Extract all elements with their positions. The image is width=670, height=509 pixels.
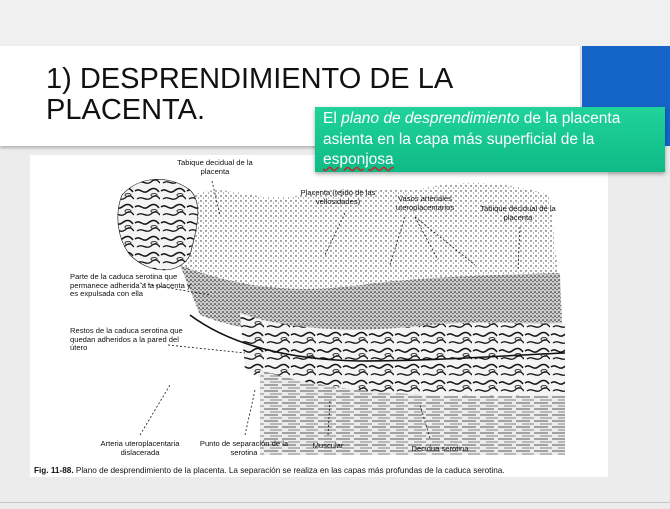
- caption-text: Plano de desprendimiento de la placenta. La separación se realiza en las capas más profundas de la caduca serotina.: [75, 466, 505, 475]
- label-tabique-right: Tabique decidual de la placenta: [480, 204, 556, 222]
- decidual-septum-left: [118, 179, 198, 270]
- label-arteria: Arteria uteroplacentaria dislacerada: [100, 439, 180, 457]
- callout-middle: de la placenta asienta en la capa más superficial de la: [323, 110, 621, 148]
- bottom-divider: [0, 502, 670, 503]
- caption-label: Fig. 11-88.: [34, 466, 74, 475]
- callout-box[interactable]: [315, 107, 665, 172]
- label-punto-separacion: Punto de separación de la serotina: [199, 439, 289, 457]
- figure-caption: [34, 466, 505, 475]
- label-muscular: Muscular: [312, 441, 344, 450]
- label-vasos: Vasos arteriales uteroplacentarios: [395, 194, 455, 212]
- label-placenta: Placenta (tejido de las vellosidades): [300, 188, 376, 206]
- slide-title: 1) DESPRENDIMIENTO DE LA PLACENTA.: [46, 63, 452, 126]
- callout-italic: plano de desprendimiento: [341, 110, 520, 127]
- callout-prefix: El: [323, 110, 342, 127]
- label-parte-caduca: Parte de la caduca serotina que permanece adherida a la placenta y es expulsada con ella: [70, 272, 191, 299]
- label-decidua: Decidua serotina: [411, 444, 469, 453]
- placenta-figure: [30, 155, 608, 477]
- label-restos-caduca: Restos de la caduca serotina que quedan adheridos a la pared del útero: [70, 326, 183, 353]
- callout-last-word: esponjosa: [323, 151, 394, 168]
- slide-top-area: [0, 0, 670, 46]
- label-tabique-top: Tabique decidual de la placenta: [177, 158, 253, 176]
